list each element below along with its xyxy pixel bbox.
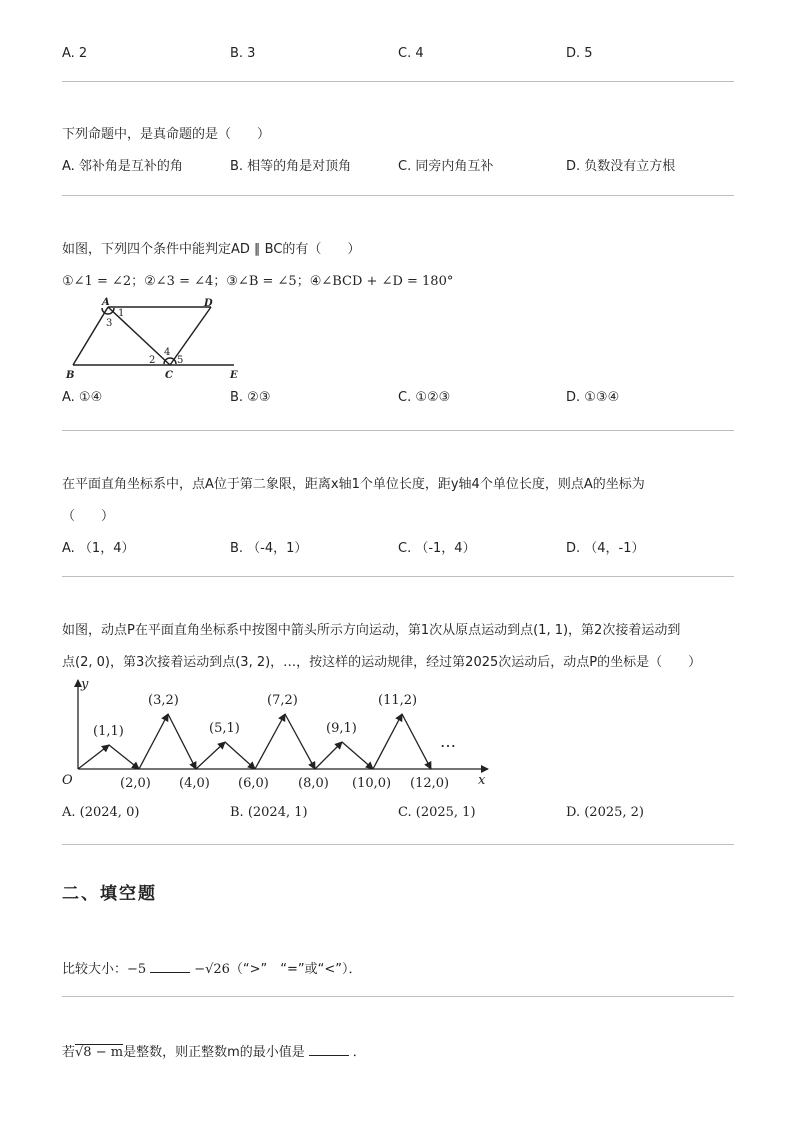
q2-option-a: A. 邻补角是互补的角 — [62, 159, 183, 174]
label-6-0: (6,0) — [238, 776, 269, 791]
q6-answer-blank[interactable] — [150, 960, 190, 973]
q3-stem: 如图，下列四个条件中能判定AD ∥ BC的有（ ） — [62, 242, 361, 257]
ellipsis: … — [440, 732, 456, 751]
q3-option-c: C. ①②③ — [398, 390, 451, 405]
origin-label: O — [62, 773, 73, 788]
q7-line — [62, 1041, 366, 1060]
angle-3-label: 3 — [106, 318, 113, 329]
section-title: 二、填空题 — [62, 884, 157, 904]
q7-prefix: 若 — [62, 1045, 76, 1060]
point-d-label: D — [204, 298, 213, 309]
point-a-label: A — [102, 297, 110, 308]
q5-options — [62, 805, 742, 825]
label-9-1: (9,1) — [326, 721, 357, 736]
q4-option-a: A. （1，4） — [62, 541, 135, 556]
q5-option-b: B. (2024, 1) — [230, 805, 308, 820]
q6-left: −5 — [127, 962, 147, 977]
label-3-2: (3,2) — [148, 693, 179, 708]
q3-conditions: ①∠1 = ∠2；②∠3 = ∠4；③∠B = ∠5；④∠BCD + ∠D = 180° — [62, 274, 454, 289]
q1-option-d: D. 5 — [566, 46, 593, 61]
q3-options — [62, 390, 742, 410]
label-2-0: (2,0) — [120, 776, 151, 791]
label-7-2: (7,2) — [267, 693, 298, 708]
q3-figure — [62, 296, 242, 382]
q3-option-a: A. ①④ — [62, 390, 103, 405]
q7-answer-blank[interactable] — [309, 1043, 349, 1056]
divider — [62, 81, 734, 82]
point-c-label: C — [165, 370, 173, 381]
angle-2-label: 2 — [149, 355, 156, 366]
label-10-0: (10,0) — [352, 776, 392, 791]
q7-middle: 是整数，则正整数m的最小值是 — [123, 1045, 305, 1060]
q5-stem-line1: 如图，动点P在平面直角坐标系中按图中箭头所示方向运动，第1次从原点运动到点(1, 1)，第2次接着运动到 — [62, 623, 681, 638]
divider — [62, 576, 734, 577]
q5-option-d: D. (2025, 2) — [566, 805, 644, 820]
point-b-label: B — [66, 370, 75, 381]
q7-radical: √8 − m — [75, 1045, 124, 1060]
q5-figure — [58, 676, 498, 796]
divider — [62, 996, 734, 997]
q1-option-a: A. 2 — [62, 46, 88, 61]
q3-option-d: D. ①③④ — [566, 390, 620, 405]
q4-option-c: C. （-1，4） — [398, 541, 476, 556]
label-4-0: (4,0) — [179, 776, 210, 791]
q6-right: −√26 — [194, 962, 230, 977]
label-8-0: (8,0) — [298, 776, 329, 791]
q6-line — [62, 958, 362, 977]
label-5-1: (5,1) — [209, 721, 240, 736]
q1-option-c: C. 4 — [398, 46, 424, 61]
q4-stem-line2: （ ） — [62, 509, 115, 524]
q6-prefix: 比较大小： — [62, 962, 128, 977]
q2-option-b: B. 相等的角是对顶角 — [230, 159, 352, 174]
label-12-0: (12,0) — [410, 776, 450, 791]
q7-suffix: ． — [352, 1045, 366, 1060]
q6-suffix: （“>” “=”或“<”）． — [229, 962, 362, 977]
divider — [62, 844, 734, 845]
q4-stem-line1: 在平面直角坐标系中，点A位于第二象限，距离x轴1个单位长度，距y轴4个单位长度，则点A的坐标为 — [62, 477, 645, 492]
q2-options — [62, 155, 742, 175]
q2-stem: 下列命题中，是真命题的是（ ） — [62, 127, 271, 142]
q5-option-a: A. (2024, 0) — [62, 805, 140, 820]
angle-1-label: 1 — [118, 308, 125, 319]
q3-option-b: B. ②③ — [230, 390, 271, 405]
label-11-2: (11,2) — [378, 693, 418, 708]
q5-option-c: C. (2025, 1) — [398, 805, 476, 820]
angle-5-label: 5 — [177, 355, 184, 366]
label-1-1: (1,1) — [93, 724, 124, 739]
q2-option-c: C. 同旁内角互补 — [398, 159, 494, 174]
divider — [62, 195, 734, 196]
q1-option-b: B. 3 — [230, 46, 256, 61]
angle-4-label: 4 — [164, 347, 171, 358]
q1-options — [62, 46, 742, 66]
q4-options — [62, 537, 742, 557]
x-axis-label: x — [478, 773, 486, 788]
q4-option-d: D. （4，-1） — [566, 541, 645, 556]
q4-option-b: B. （-4，1） — [230, 541, 308, 556]
q2-option-d: D. 负数没有立方根 — [566, 159, 676, 174]
y-axis-label: y — [81, 677, 89, 692]
divider — [62, 430, 734, 431]
q5-stem-line2: 点(2, 0)，第3次接着运动到点(3, 2)，…，按这样的运动规律，经过第2025次运动后，动点P的坐标是（ ） — [62, 655, 702, 670]
point-e-label: E — [230, 370, 238, 381]
